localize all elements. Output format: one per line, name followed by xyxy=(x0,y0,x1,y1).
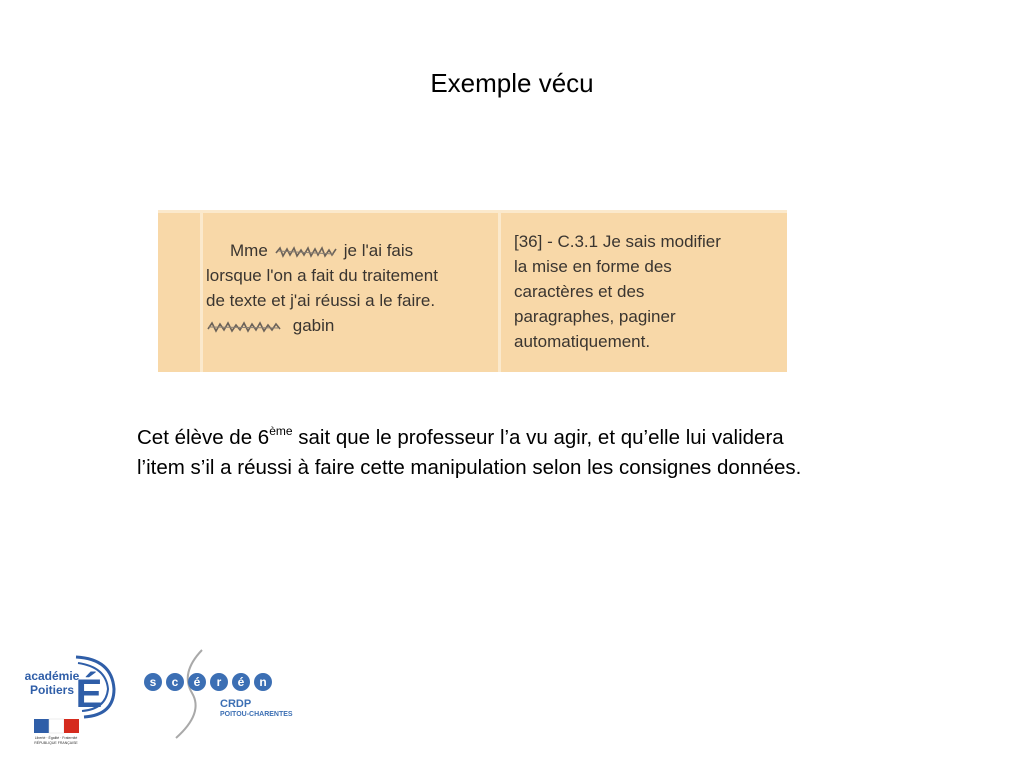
sceren-letter: n xyxy=(259,675,267,689)
student-name: gabin xyxy=(292,316,335,335)
academie-logo-text: académie xyxy=(24,669,80,683)
column-divider xyxy=(498,210,501,372)
comment-line-2: lorsque l'on a fait du traitement xyxy=(206,266,438,285)
sceren-letter: s xyxy=(149,675,157,689)
competency-line: la mise en forme des xyxy=(514,257,672,276)
comment-line-4 xyxy=(206,313,496,338)
ordinal-superscript: ème xyxy=(269,424,293,438)
panel-top-line xyxy=(158,210,787,213)
body-text-rest: sait que le professeur l’a vu agir, et qu’elle lui validera l’item s’il a réussi à faire cette manipulation selon les consignes données. xyxy=(137,426,802,479)
sceren-letter: c xyxy=(171,675,179,689)
academie-country: RÉPUBLIQUE FRANÇAISE xyxy=(34,741,78,745)
column-divider xyxy=(200,210,203,372)
crdp-logo-text: CRDP xyxy=(220,698,252,710)
academie-logo-text: Poitiers xyxy=(29,683,75,697)
academie-motto: Liberté · Égalité · Fraternité xyxy=(34,736,78,740)
comment-line-3: de texte et j'ai réussi a le faire. xyxy=(206,291,436,310)
body-paragraph xyxy=(137,423,837,483)
student-comment-cell xyxy=(206,238,496,338)
sceren-letter: r xyxy=(216,675,222,689)
slide-title: Exemple vécu xyxy=(430,68,594,98)
sceren-letter: é xyxy=(193,675,201,689)
redacted-name-scribble xyxy=(206,320,282,334)
body-text-start: Cet élève de 6 xyxy=(137,426,270,449)
competency-line: automatiquement. xyxy=(514,332,651,351)
academie-poitiers-logo xyxy=(18,645,128,750)
competency-item-cell xyxy=(514,229,774,354)
competency-line: [36] - C.3.1 Je sais modifier xyxy=(514,232,721,251)
comment-line-1 xyxy=(206,238,496,263)
academie-logo-letter: É xyxy=(75,672,103,716)
redacted-name-scribble xyxy=(274,245,338,259)
comment-suffix: je l'ai fais xyxy=(343,241,414,260)
crdp-region-text: POITOU-CHARENTES xyxy=(220,711,293,718)
competency-line: caractères et des xyxy=(514,282,645,301)
comment-prefix: Mme xyxy=(230,241,268,260)
sceren-crdp-logo xyxy=(140,648,310,740)
competency-line: paragraphes, paginer xyxy=(514,307,676,326)
screenshot-panel xyxy=(158,210,787,372)
sceren-letter: é xyxy=(237,675,245,689)
